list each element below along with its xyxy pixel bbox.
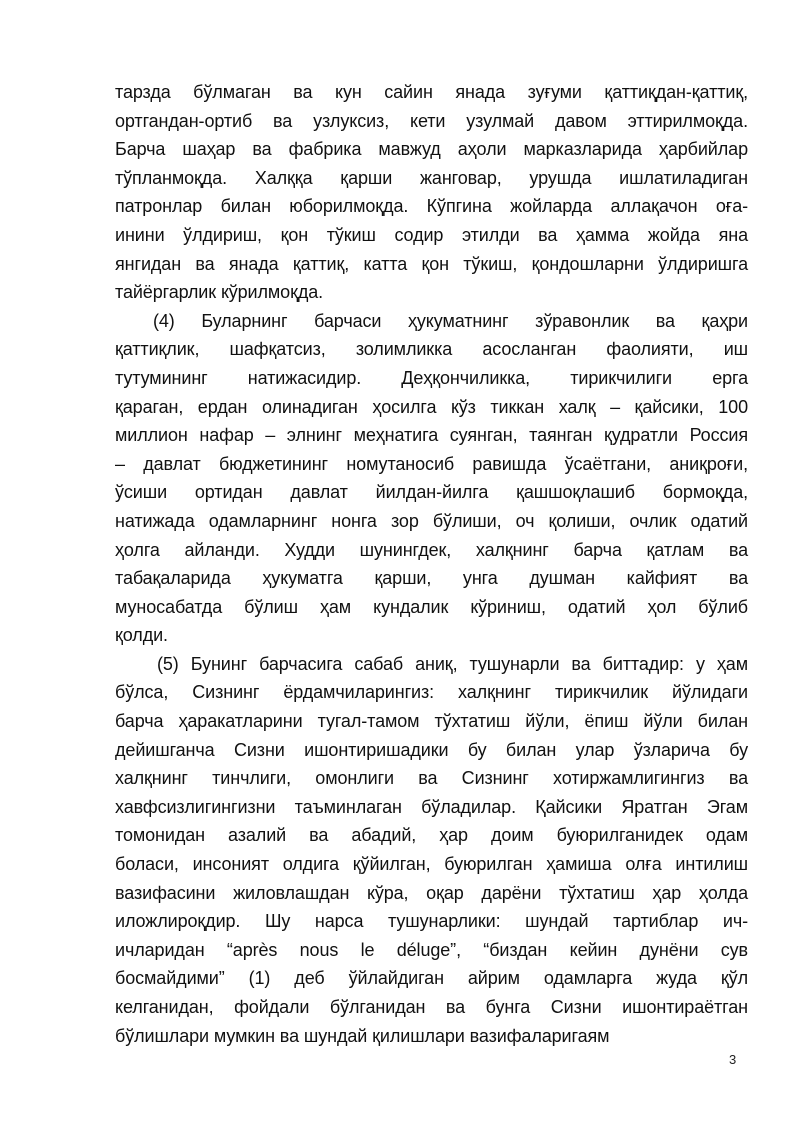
text-line: тарзда бўлмаган ва кун сайин янада зуғуми қаттиқдан-қаттиқ, (115, 82, 748, 102)
text-line: миллион нафар – элнинг меҳнатига суянган, таянган қудратли Россия (115, 425, 748, 446)
text-line: боласи, инсоният олдига қўйилган, буюрилган ҳамиша олға интилиш (115, 854, 748, 875)
paragraph-3 (115, 650, 748, 1050)
text-line: бўлишлари мумкин ва шундай қилишлари вазифаларигаям (115, 1025, 610, 1046)
text-line: – давлат бюджетининг номутаносиб равишда ўсаётгани, аниқроғи, (115, 453, 748, 474)
text-line: янгидан ва янада қаттиқ, катта қон тўкиш, қондошларни ўлдиришга (115, 253, 748, 274)
text-line: томонидан азалий ва абадий, ҳар доим буюрилганидек одам (115, 825, 748, 846)
text-line: иложлироқдир. Шу нарса тушунарлики: шундай тартиблар ич- (115, 911, 748, 932)
paragraph-2 (115, 307, 748, 650)
text-line: патронлар билан юборилмоқда. Кўпгина жойларда аллақачон оға- (115, 196, 748, 217)
text-line: (5) Бунинг барчасига сабаб аниқ, тушунарли ва биттадир: у ҳам (157, 653, 748, 674)
text-line: қолди. (115, 625, 168, 646)
page-number: 3 (729, 1052, 737, 1067)
text-line: ортгандан-ортиб ва узлуксиз, кети узулмай давом эттирилмоқда. (115, 110, 748, 131)
text-line: тўпланмоқда. Халққа қарши жанговар, урушда ишлатиладиган (115, 167, 748, 188)
text-line: хавфсизлигингизни таъминлаган бўладилар. Қайсики Яратган Эгам (115, 796, 748, 817)
text-line: муносабатда бўлиш ҳам кундалик кўриниш, одатий ҳол бўлиб (115, 596, 748, 617)
text-line: қаттиқлик, шафқатсиз, золимликка асосланган фаолияти, иш (115, 339, 748, 360)
text-line: дейишганча Сизни ишонтиришадики бу билан улар ўзларича бу (115, 739, 748, 760)
text-line: (4) Буларнинг барчаси ҳукуматнинг зўравонлик ва қаҳри (153, 310, 748, 331)
text-line: бўлса, Сизнинг ёрдамчиларингиз: халқнинг тирикчилик йўлидаги (115, 682, 748, 703)
text-line: ўсиши ортидан давлат йилдан-йилга қашшоқлашиб бормоқда, (115, 482, 748, 503)
text-line: вазифасини жиловлашдан кўра, оқар дарёни тўхтатиш ҳар ҳолда (115, 882, 748, 903)
text-line: Барча шаҳар ва фабрика мавжуд аҳоли марказларида ҳарбийлар (115, 139, 748, 160)
text-line: халқнинг тинчлиги, омонлиги ва Сизнинг хотиржамлигингиз ва (115, 768, 748, 789)
text-line: тайёргарлик кўрилмоқда. (115, 282, 324, 303)
text-line: инини ўлдириш, қон тўкиш содир этилди ва ҳамма жойда яна (115, 224, 748, 245)
text-line: табақаларида ҳукуматга қарши, унга душман кайфият ва (115, 568, 748, 589)
text-line: барча ҳаракатларини тугал-тамом тўхтатиш йўли, ёпиш йўли билан (115, 711, 748, 732)
text-line: натижада одамларнинг нонга зор бўлиши, оч қолиши, очлик одатий (115, 510, 748, 531)
text-line: тутумининг натижасидир. Деҳқончиликка, тирикчилиги ерга (115, 367, 748, 388)
text-line: ҳолга айланди. Худди шунингдек, халқнинг барча қатлам ва (115, 539, 748, 560)
text-line: қараган, ердан олинадиган ҳосилга кўз тиккан халқ – қайсики, 100 (115, 396, 748, 417)
text-line: босмайдими” (1) деб ўйлайдиган айрим одамларга жуда қўл (115, 968, 748, 989)
text-line: келганидан, фойдали бўлганидан ва бунга Сизни ишонтираётган (115, 997, 748, 1017)
paragraph-1 (115, 78, 748, 307)
text-line: ичларидан “après nous le déluge”, “биздан кейин дунёни сув (115, 939, 748, 960)
document-page (115, 78, 748, 1050)
